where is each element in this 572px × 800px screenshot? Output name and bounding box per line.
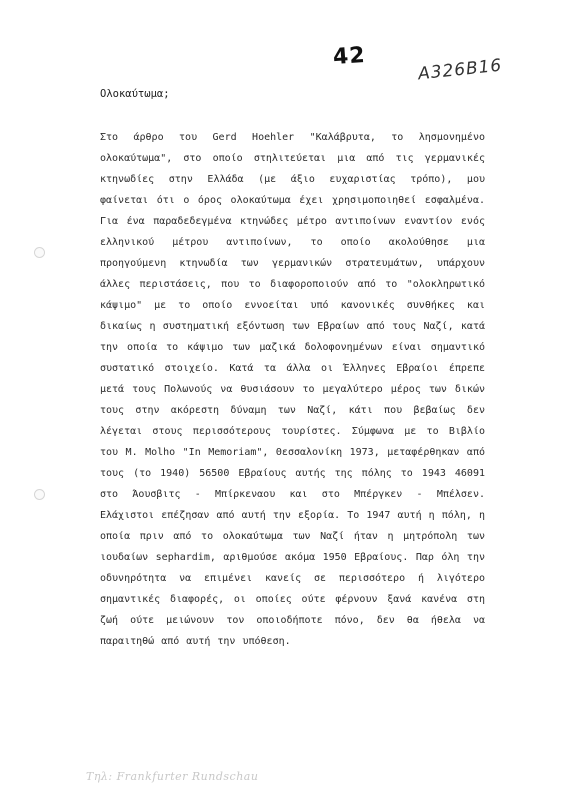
handwritten-page-number: 42 <box>332 42 367 71</box>
body-paragraph: Στο άρθρο του Gerd Hoehler "Καλάβρυτα, το λησμονημένο ολοκαύτωμα", στο οποίο στηλιτεύεται μια από τις γερμανικές κτηνωδίες στην Ελλάδα (με άξιο ευχαριστίας τρόπο), μου φαίνεται ότι ο όρος ολοκαύτωμα έχει χρησιμοποιηθεί εσφαλμένα. Για ένα παραδεδεγμένα κτηνώδες μέτρο αντιποίνων εναντίον ενός ελληνικού μέτρου αντιποίνων, το οποίο ακολούθησε μια προηγούμενη κτηνωδία των γερμανικών στρατευμάτων, υπάρχουν άλλες περιστάσεις, που το διαφοροποιούν από το "ολοκληρωτικό κάψιμο" με το οποίο εννοείται υπό κανονικές συνθήκες και δικαίως η συστηματική εξόντωση των Εβραίων από τους Ναζί, κατά την οποία το κάψιμο των μαζικά δολοφονημένων είναι σημαντικό συστατικό στοιχείο. Κατά τα άλλα οι Έλληνες Εβραίοι έπρεπε μετά τους Πολωνούς να θυσιάσουν το μεγαλύτερο μέρος των δικών τους στην ακόρεστη δύναμη των Ναζί, κάτι που βεβαίως δεν λέγεται στους περισσότερους τουρίστες. Σύμφωνα με το Βιβλίο του M. Molho "In Memoriam", Θεσσαλονίκη 1973, μεταφέρθηκαν από τους (το 1940) 56500 Εβραίους αυτής της πόλης το 1943 46091 στο Άουσβιτς - Μπίρκεναου και στο Μπέργκεν - Μπέλσεν. Ελάχιστοι επέζησαν από αυτή την εξορία. Το 1947 αυτή η πόλη, η οποία πριν από το ολοκαύτωμα των Ναζί ήταν η μητρόπολη των ιουδαίων sephardim, αριθμούσε ακόμα 1950 Εβραίους. Παρ όλη την οδυνηρότητα να επιμένει κανείς σε περισσότερο ή λιγότερο σημαντικές διαφορές, οι οποίες ούτε φέρνουν ξανά κανένα στη ζωή ούτε μειώνουν τον οποιοδήποτε πόνο, δεν θα ήθελα να παραιτηθώ από αυτή την υπόθεση. <box>100 132 485 647</box>
punch-hole-top <box>34 247 45 258</box>
punch-hole-bottom <box>34 489 45 500</box>
handwritten-archive-code: A326B16 <box>417 55 504 85</box>
document-body <box>100 127 485 652</box>
source-stamp: Τηλ: Frankfurter Rundschau <box>86 770 259 783</box>
document-title: Ολοκαύτωμα; <box>100 88 170 100</box>
